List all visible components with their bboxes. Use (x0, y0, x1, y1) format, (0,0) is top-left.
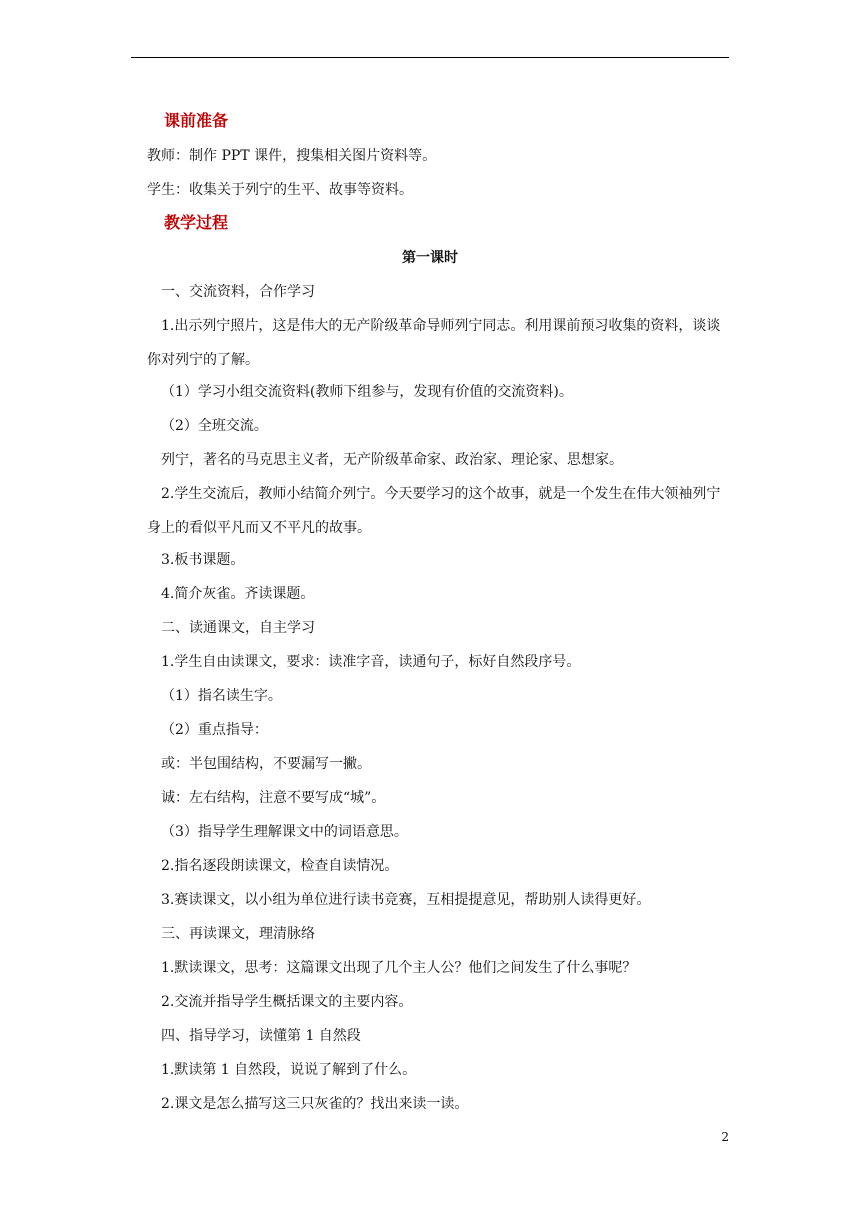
body-line: （2）重点指导： (161, 722, 268, 738)
lesson-title: 第一课时 (402, 250, 458, 266)
body-line: 3.板书课题。 (161, 552, 245, 568)
body-line: （3）指导学生理解课文中的词语意思。 (161, 824, 408, 840)
body-line: 3.赛读课文，以小组为单位进行读书竞赛，互相提提意见，帮助别人读得更好。 (161, 892, 651, 908)
body-line: 2.指名逐段朗读课文，检查自读情况。 (161, 858, 399, 874)
body-line: 4.简介灰雀。齐读课题。 (161, 586, 315, 602)
prep-teacher-line: 教师：制作 PPT 课件，搜集相关图片资料等。 (147, 148, 437, 164)
section-heading-process: 教学过程 (164, 213, 229, 232)
body-line: （2）全班交流。 (161, 418, 268, 434)
body-line: 或：半包围结构，不要漏写一撇。 (161, 756, 371, 772)
header-rule (131, 57, 729, 58)
body-line: 三、再读课文，理清脉络 (161, 926, 315, 942)
body-line: 一、交流资料，合作学习 (161, 284, 315, 300)
body-line: 诚：左右结构，注意不要写成“城”。 (161, 790, 386, 806)
page-number: 2 (721, 1130, 729, 1144)
body-line: 四、指导学习，读懂第 1 自然段 (161, 1028, 361, 1044)
body-line: （1）指名读生字。 (161, 688, 282, 704)
body-line: 1.学生自由读课文，要求：读准字音，读通句子，标好自然段序号。 (161, 654, 581, 670)
body-line: 1.默读第 1 自然段，说说了解到了什么。 (161, 1062, 417, 1078)
body-line: 1.默读课文，思考：这篇课文出现了几个主人公？他们之间发生了什么事呢？ (161, 960, 637, 976)
body-line: 列宁，著名的马克思主义者，无产阶级革命家、政治家、理论家、思想家。 (161, 452, 623, 468)
body-line: 2.课文是怎么描写这三只灰雀的？找出来读一读。 (161, 1096, 469, 1112)
body-line: 二、读通课文，自主学习 (161, 620, 315, 636)
body-line: 2.交流并指导学生概括课文的主要内容。 (161, 994, 413, 1010)
body-line: （1）学习小组交流资料(教师下组参与，发现有价值的交流资料)。 (161, 384, 573, 400)
prep-student-line: 学生：收集关于列宁的生平、故事等资料。 (147, 182, 413, 198)
body-paragraph: 2.学生交流后，教师小结简介列宁。今天要学习的这个故事，就是一个发生在伟大领袖列宁身上的看似平凡而又不平凡的故事。 (147, 486, 721, 536)
body-paragraph: 1.出示列宁照片，这是伟大的无产阶级革命导师列宁同志。利用课前预习收集的资料，谈谈你对列宁的了解。 (147, 318, 721, 368)
section-heading-prep: 课前准备 (164, 111, 229, 130)
